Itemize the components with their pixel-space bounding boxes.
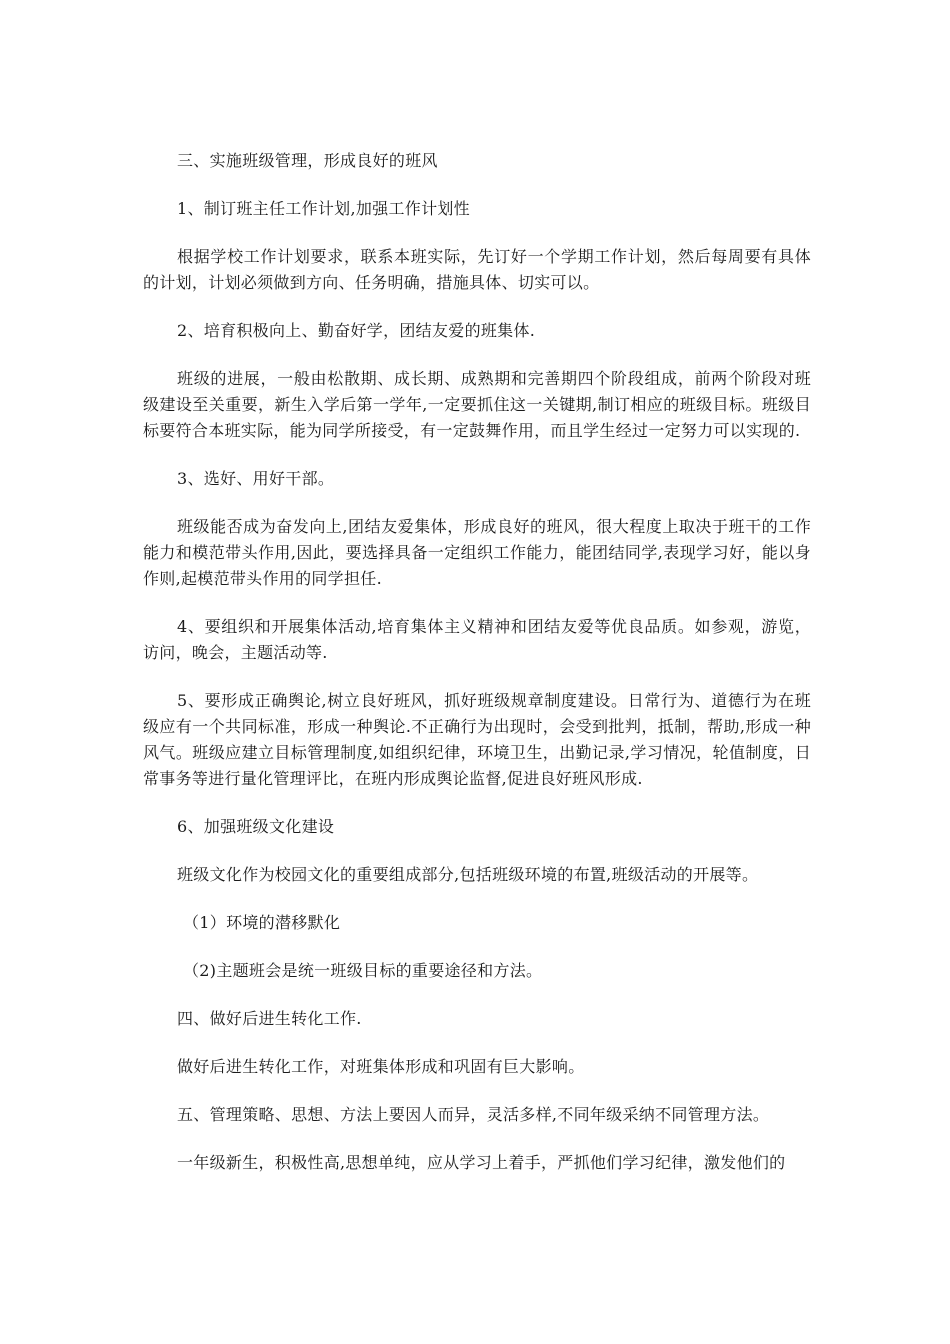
paragraph-item-1-body: 根据学校工作计划要求，联系本班实际，先订好一个学期工作计划，然后每周要有具体的计划，计划必须做到方向、任务明确，措施具体、切实可以。 [143,247,811,292]
list-item-6-2: （2)主题班会是统一班级目标的重要途径和方法。 [183,961,543,980]
heading-section-5: 五、管理策略、思想、方法上要因人而异，灵活多样,不同年级采纳不同管理方法。 [177,1105,770,1124]
paragraph-item-2-body: 班级的进展，一般由松散期、成长期、成熟期和完善期四个阶段组成，前两个阶段对班级建设至关重要，新生入学后第一学年,一定要抓住这一关键期,制订相应的班级目标。班级目标要符合本班实际，能为同学所接受，有一定鼓舞作用，而且学生经过一定努力可以实现的. [143,369,811,440]
heading-section-3: 三、实施班级管理，形成良好的班风 [177,151,438,170]
subheading-item-1: 1、制订班主任工作计划,加强工作计划性 [177,199,470,218]
subheading-item-6: 6、加强班级文化建设 [177,817,335,836]
list-item-6-1: （1）环境的潜移默化 [183,913,341,932]
paragraph-item-5: 5、要形成正确舆论,树立良好班风，抓好班级规章制度建设。日常行为、道德行为在班级应有一个共同标准，形成一种舆论.不正确行为出现时，会受到批判，抵制，帮助,形成一种风气。班级应建立目标管理制度,如组织纪律，环境卫生，出勤记录,学习情况，轮值制度，日常事务等进行量化管理评比，在班内形成舆论监督,促进良好班风形成. [143,691,811,788]
subheading-item-3: 3、选好、用好干部。 [177,469,335,488]
paragraph-section-5-body: 一年级新生，积极性高,思想单纯，应从学习上着手，严抓他们学习纪律，激发他们的 [177,1153,786,1172]
heading-section-4: 四、做好后进生转化工作. [177,1009,362,1028]
paragraph-section-4-body: 做好后进生转化工作，对班集体形成和巩固有巨大影响。 [177,1057,585,1076]
paragraph-item-4: 4、要组织和开展集体活动,培育集体主义精神和团结友爱等优良品质。如参观，游览，访问，晚会，主题活动等. [143,617,811,662]
paragraph-item-3-body: 班级能否成为奋发向上,团结友爱集体，形成良好的班风，很大程度上取决于班干的工作能力和模范带头作用,因此，要选择具备一定组织工作能力，能团结同学,表现学习好，能以身作则,起模范带头作用的同学担任. [143,517,811,588]
paragraph-item-6-body: 班级文化作为校园文化的重要组成部分,包括班级环境的布置,班级活动的开展等。 [177,865,759,884]
subheading-item-2: 2、培育积极向上、勤奋好学，团结友爱的班集体. [177,321,536,340]
document-body [143,148,811,1198]
